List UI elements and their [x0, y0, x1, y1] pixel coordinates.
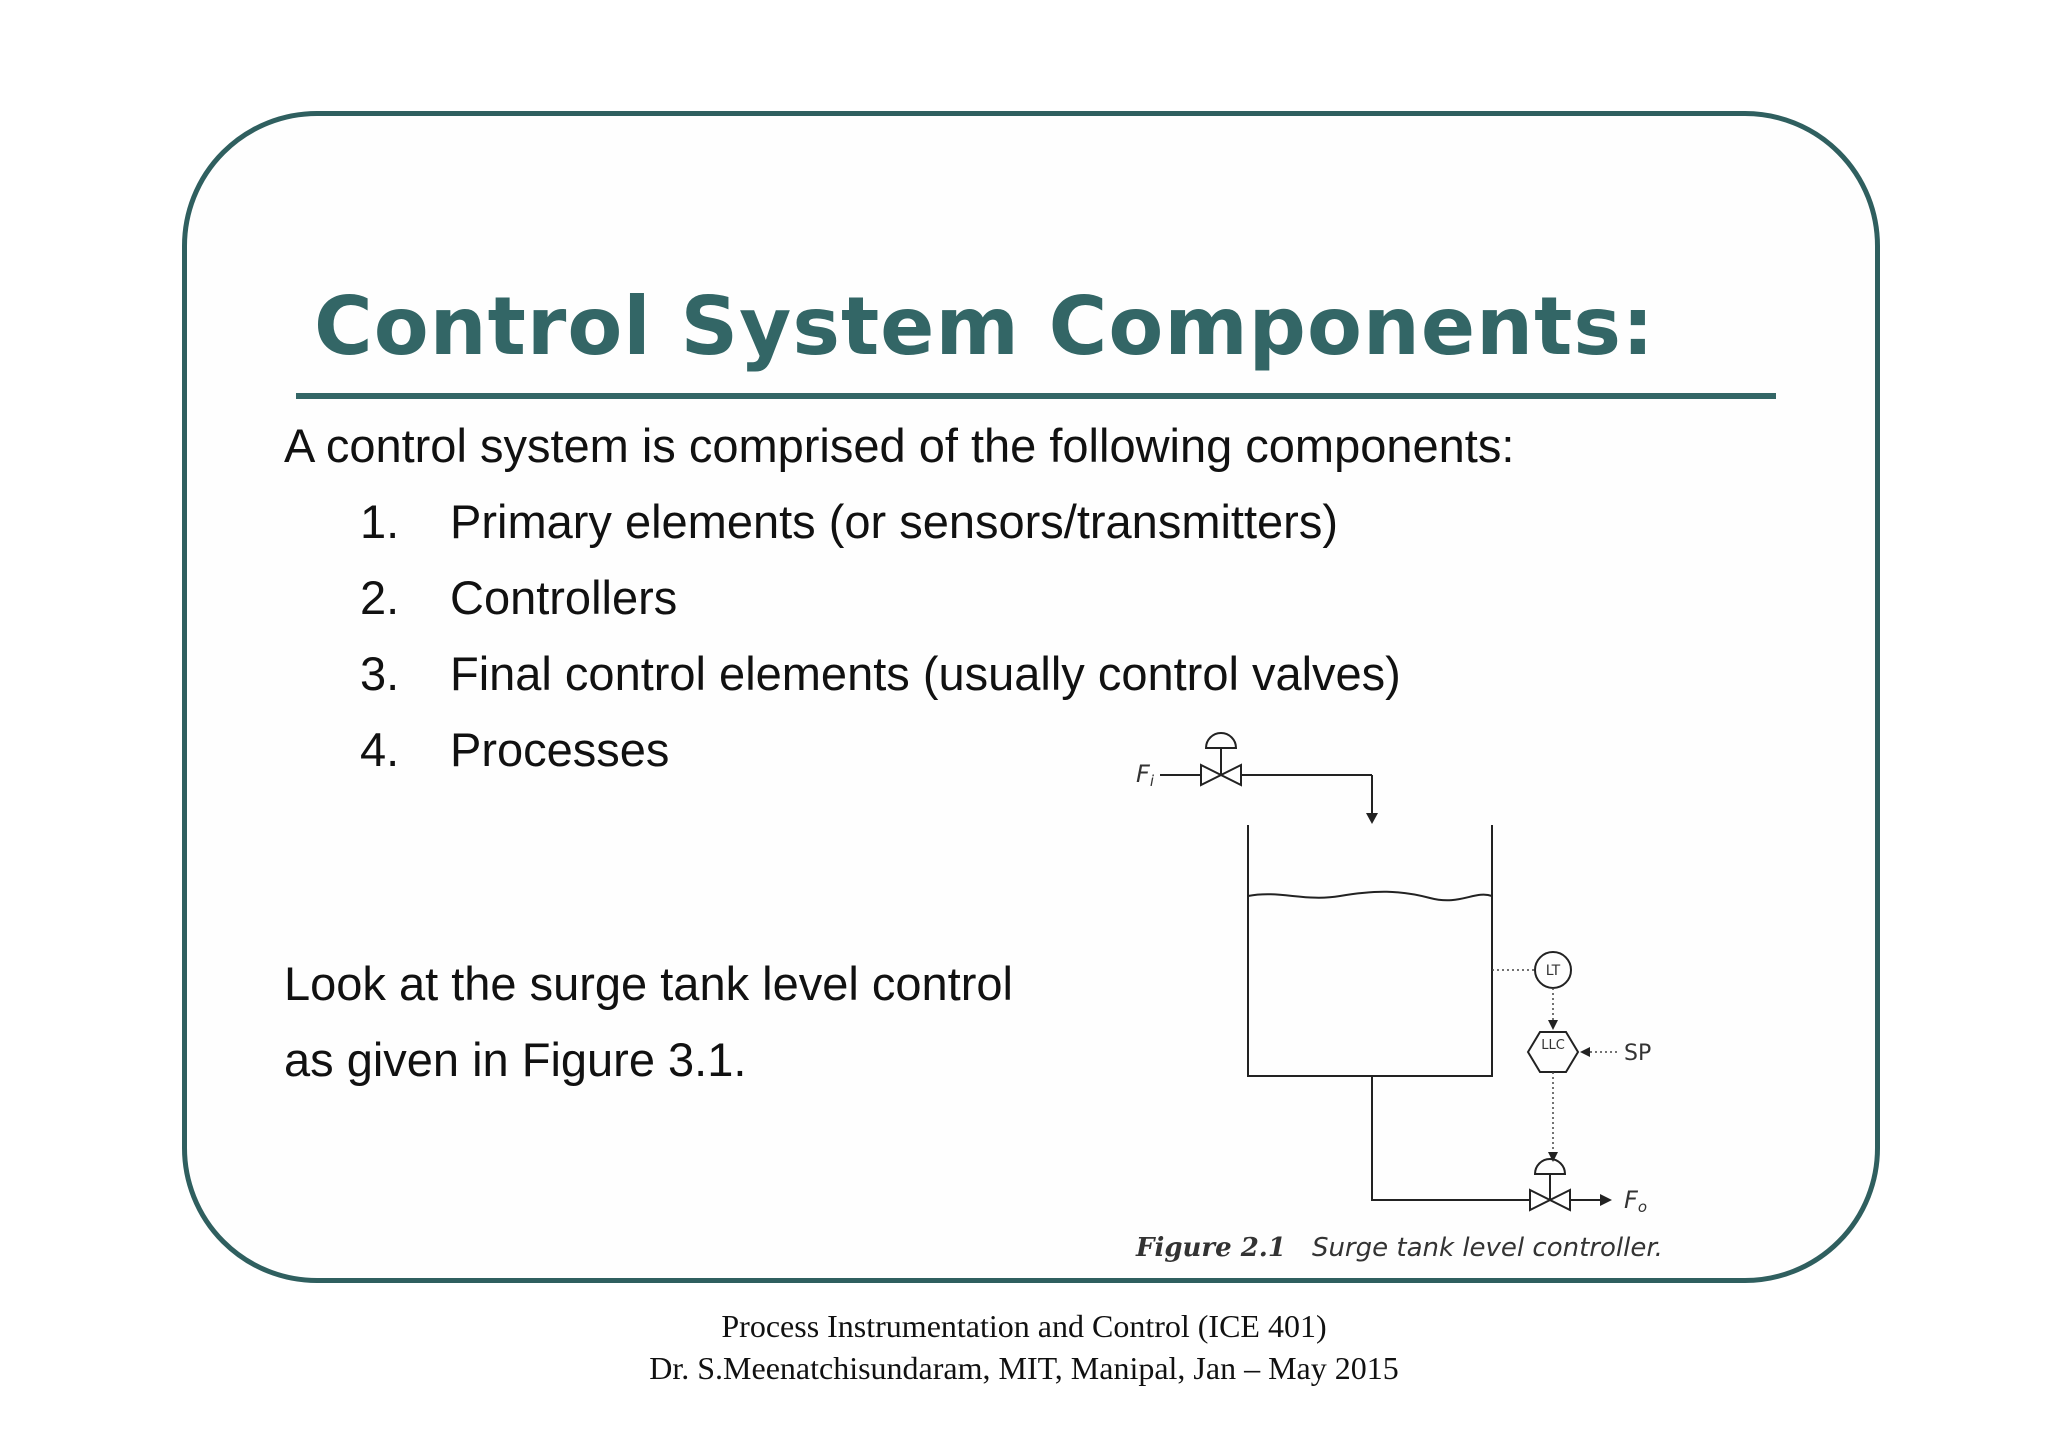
footer — [0, 1305, 2048, 1389]
list-item-text: Controllers — [450, 571, 678, 624]
figure-reference-line: as given in Figure 3.1. — [284, 1033, 747, 1086]
outflow-label: Fo — [1624, 1186, 1647, 1216]
tank-vessel — [1248, 825, 1492, 1076]
figure-caption — [1136, 1233, 1663, 1263]
figure-reference-line: Look at the surge tank level control — [284, 957, 1013, 1010]
setpoint-label: SP — [1624, 1041, 1652, 1066]
list-item-text: Final control elements (usually control valves) — [450, 647, 1401, 700]
list-item-number: 3. — [360, 647, 400, 700]
figure-caption-label: Figure 2.1 — [1136, 1233, 1286, 1263]
inflow-label: Fi — [1136, 760, 1154, 790]
controller-label: LLC — [1541, 1038, 1565, 1053]
list-item — [360, 494, 1401, 570]
list-item-number: 1. — [360, 495, 400, 548]
outlet-valve-icon — [1530, 1159, 1570, 1210]
list-item-number: 2. — [360, 571, 400, 624]
figure-caption-text: Surge tank level controller. — [1311, 1233, 1663, 1263]
list-item-text: Primary elements (or sensors/transmitters) — [450, 495, 1338, 548]
liquid-level — [1248, 892, 1492, 901]
list-item — [360, 570, 1401, 646]
title-underline — [296, 393, 1776, 399]
list-item — [360, 646, 1401, 722]
signal-arrow-icon — [1548, 1020, 1558, 1030]
inlet-valve-icon — [1201, 733, 1241, 785]
surge-tank-diagram — [1080, 720, 1680, 1230]
footer-author: Dr. S.Meenatchisundaram, MIT, Manipal, Jan – May 2015 — [649, 1350, 1399, 1386]
outlet-arrow-icon — [1600, 1194, 1612, 1206]
list-item-text: Processes — [450, 723, 670, 776]
inlet-arrow-icon — [1366, 813, 1378, 824]
setpoint-arrow-icon — [1580, 1047, 1590, 1057]
slide-title: Control System Components: — [314, 280, 1655, 373]
list-item-number: 4. — [360, 723, 400, 776]
transmitter-label: LT — [1545, 963, 1561, 979]
outlet-pipe — [1372, 1076, 1530, 1200]
footer-course: Process Instrumentation and Control (ICE 401) — [721, 1308, 1327, 1344]
intro-text: A control system is comprised of the following components: — [284, 419, 1515, 472]
figure-reference-text — [284, 946, 1013, 1098]
